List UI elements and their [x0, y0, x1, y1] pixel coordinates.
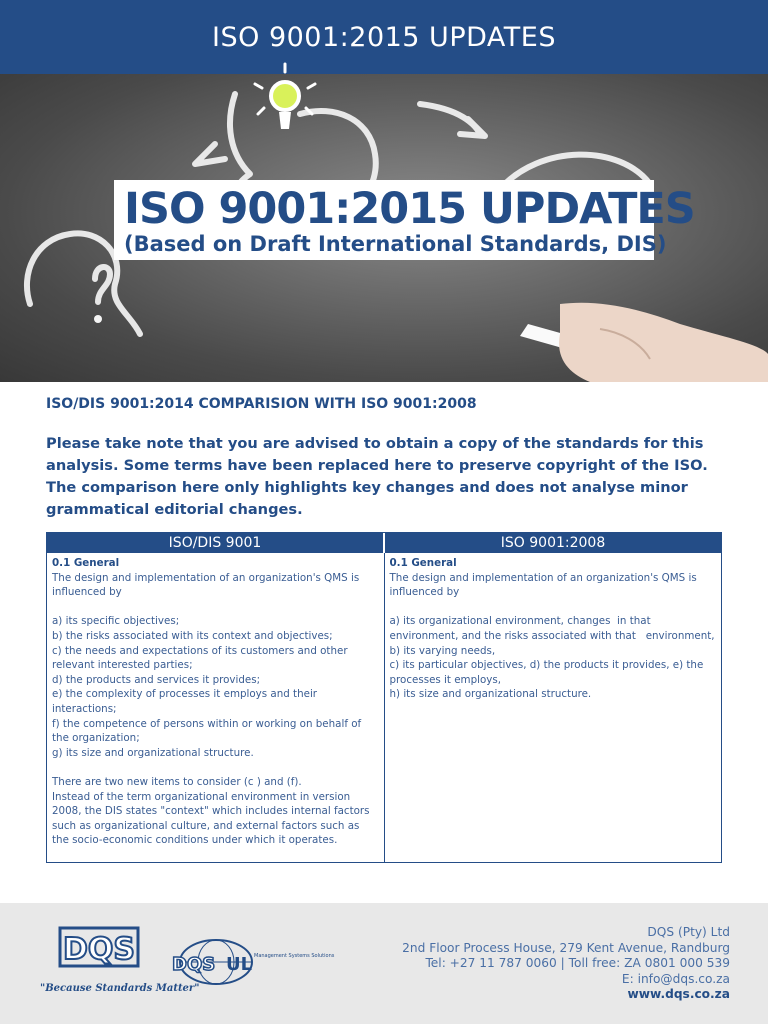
question-mark	[95, 267, 110, 302]
cell-dis-body: The design and implementation of an organization's QMS is influenced by a) its specific objectives; b) the risks associated with its context and objectives; c) the needs and expectations of its customers and other relevant interested parties; d) the products and services it provides; e) the complexity of processes it employs and their interactions; f) the competence of persons within or working on behalf of the organization; g) its size and organizational structure. There are two new items to consider (c ) and (f). Instead of the term organizational environment in version 2008, the DIS states "context" which includes internal factors such as organizational culture, and external factors such as the socio-economic conditions under which it operates.	[52, 571, 370, 847]
contact-block	[402, 925, 730, 1003]
dqs-ul-logo	[166, 937, 335, 987]
dqs-logo	[38, 925, 148, 985]
cell-dis	[47, 553, 384, 862]
svg-text:DQS: DQS	[172, 954, 216, 975]
email-link[interactable]: E: info@dqs.co.za	[621, 971, 730, 986]
footer	[0, 903, 768, 1024]
hero-title: ISO 9001:2015 UPDATES	[124, 184, 695, 234]
comparison-table	[46, 532, 722, 863]
section-heading: ISO/DIS 9001:2014 COMPARISION WITH ISO 9001:2008	[46, 396, 477, 412]
cell-dis-heading: 0.1 General	[52, 557, 120, 569]
svg-text:UL: UL	[226, 954, 253, 975]
svg-text:Management Systems Solutions: Management Systems Solutions	[254, 953, 335, 959]
cell-2008-heading: 0.1 General	[389, 557, 457, 569]
arrow-right	[460, 119, 485, 136]
phone[interactable]: Tel: +27 11 787 0060 | Toll free: ZA 0801 000 539	[425, 956, 730, 970]
lightbulb-icon	[255, 64, 315, 129]
arrow-left	[195, 144, 225, 164]
company-name: DQS (Pty) Ltd	[647, 925, 730, 939]
address: 2nd Floor Process House, 279 Kent Avenue, Randburg	[402, 940, 730, 955]
hero-subtitle: (Based on Draft International Standards, DIS)	[124, 232, 667, 256]
table-header-row	[47, 533, 721, 553]
tagline: "Because Standards Matter"	[40, 983, 200, 994]
website-link[interactable]: www.dqs.co.za	[627, 987, 730, 1001]
column-header-dis: ISO/DIS 9001	[168, 535, 262, 551]
cell-2008	[384, 553, 722, 862]
hand-with-chalk	[520, 303, 768, 382]
top-banner	[0, 0, 768, 74]
hero-image	[0, 74, 768, 382]
cell-2008-body: The design and implementation of an organization's QMS is influenced by a) its organizational environment, changes in that environment, and the risks associated with that environment, b) its varying needs, c) its particular objectives, d) the products it provides, e) the processes it employs, h) its size and organizational structure.	[389, 571, 715, 701]
copyright-note: Please take note that you are advised to obtain a copy of the standards for this analysis. Some terms have been replaced here to preserve copyright of the ISO. The comparison here only highlights key changes and does not analyse minor grammatical editorial changes.	[46, 435, 708, 518]
column-header-2008: ISO 9001:2008	[383, 533, 721, 553]
table-row	[47, 553, 721, 862]
page-title: ISO 9001:2015 UPDATES	[212, 21, 556, 53]
svg-text:DQS: DQS	[62, 932, 136, 967]
